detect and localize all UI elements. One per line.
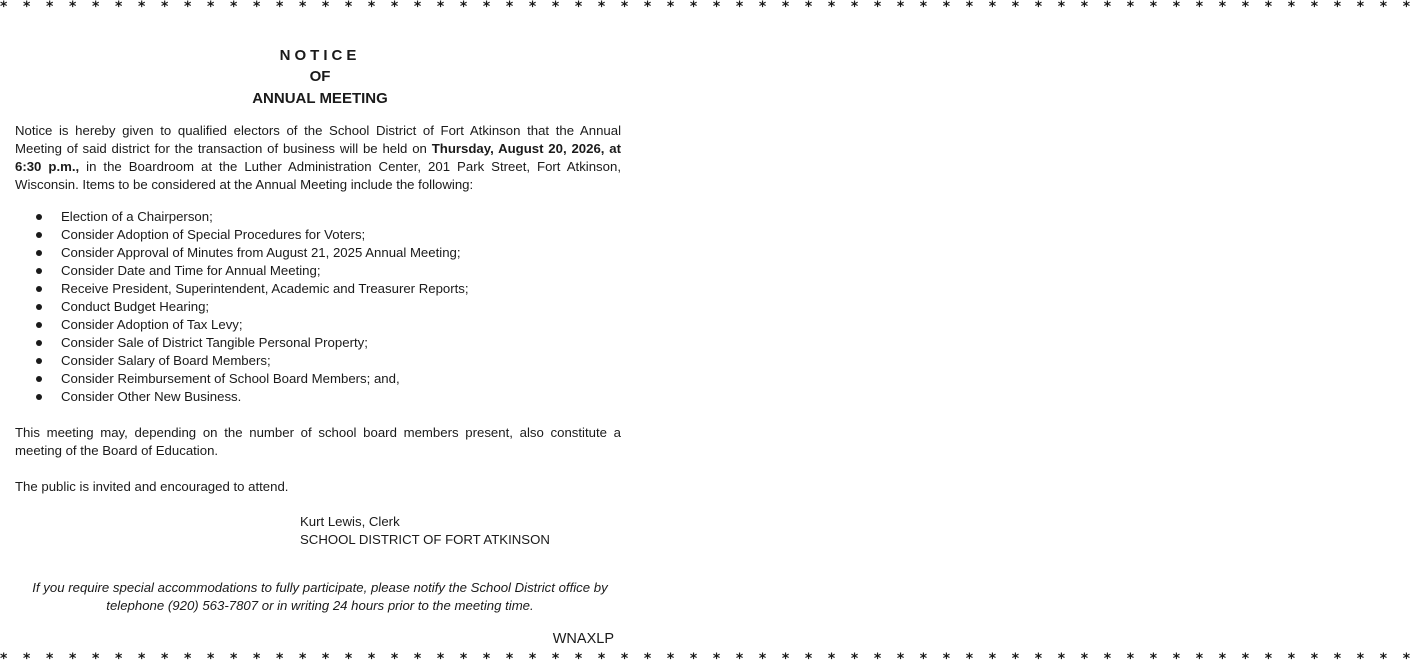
publication-code: WNAXLP: [552, 631, 614, 647]
bullet-icon: [36, 268, 42, 274]
agenda-item-text: Consider Adoption of Tax Levy;: [61, 317, 243, 332]
bottom-star-border: * * * * * * * * * * * * * * * * * * * * * * * * * * * * * * * * * * * * * * * * * * * * * * * * * * * * * * * * * * * * * *: [0, 651, 1415, 667]
accommodations-footnote: If you require special accommodations to fully participate, please notify the School District office by telephone (920) 563-7807 or in writing 24 hours prior to the meeting time.: [32, 580, 608, 613]
board-of-education-paragraph: This meeting may, depending on the number of school board members present, also constitute a meeting of the Board of Education.: [15, 425, 621, 458]
agenda-item: [15, 298, 621, 316]
intro-text-part2: in the Boardroom at the Luther Administration Center, 201 Park Street, Fort Atkinson, Wisconsin. Items to be considered at the Annual Meeting include the following:: [15, 159, 621, 192]
agenda-item-text: Conduct Budget Hearing;: [61, 299, 210, 314]
notice-title-line1: NOTICE: [279, 47, 361, 64]
agenda-item: [15, 262, 621, 280]
intro-text-part1: Notice is hereby given to qualified electors of the School District of Fort Atkinson that the Annual Meeting of said district for the transaction of business will be held on: [15, 123, 621, 156]
bullet-icon: [36, 286, 42, 292]
agenda-item: [15, 352, 621, 370]
bullet-icon: [36, 250, 42, 256]
bullet-icon: [36, 214, 42, 220]
agenda-item-text: Consider Date and Time for Annual Meeting;: [61, 263, 321, 278]
bullet-icon: [36, 322, 42, 328]
notice-title-line3: ANNUAL MEETING: [252, 90, 388, 107]
agenda-list: [15, 208, 621, 406]
bullet-icon: [36, 232, 42, 238]
bullet-icon: [36, 340, 42, 346]
public-invitation-paragraph: The public is invited and encouraged to attend.: [15, 479, 289, 494]
signature-name: Kurt Lewis, Clerk: [300, 514, 400, 529]
agenda-item-text: Receive President, Superintendent, Academic and Treasurer Reports;: [61, 281, 469, 296]
bullet-icon: [36, 304, 42, 310]
agenda-item: [15, 388, 621, 406]
bullet-icon: [36, 376, 42, 382]
notice-title-line2: OF: [309, 68, 331, 85]
intro-paragraph: [15, 122, 621, 194]
agenda-item: [15, 226, 621, 244]
agenda-item-text: Consider Sale of District Tangible Personal Property;: [61, 335, 368, 350]
signature-organization: SCHOOL DISTRICT OF FORT ATKINSON: [300, 532, 550, 547]
meeting-date-time: Thursday, August 20, 2026, at 6:30 p.m.,: [15, 141, 621, 174]
agenda-item: [15, 316, 621, 334]
agenda-item: [15, 370, 621, 388]
agenda-item: [15, 280, 621, 298]
agenda-item-text: Consider Reimbursement of School Board Members; and,: [61, 371, 400, 386]
agenda-item: [15, 334, 621, 352]
agenda-item-text: Election of a Chairperson;: [61, 209, 213, 224]
agenda-item-text: Consider Approval of Minutes from August 21, 2025 Annual Meeting;: [61, 245, 461, 260]
agenda-item-text: Consider Adoption of Special Procedures for Voters;: [61, 227, 366, 242]
bullet-icon: [36, 394, 42, 400]
top-star-border: * * * * * * * * * * * * * * * * * * * * * * * * * * * * * * * * * * * * * * * * * * * * * * * * * * * * * * * * * * * * * *: [0, 0, 1415, 15]
agenda-item-text: Consider Salary of Board Members;: [61, 353, 271, 368]
agenda-item: [15, 208, 621, 226]
bullet-icon: [36, 358, 42, 364]
agenda-item: [15, 244, 621, 262]
agenda-item-text: Consider Other New Business.: [61, 389, 242, 404]
